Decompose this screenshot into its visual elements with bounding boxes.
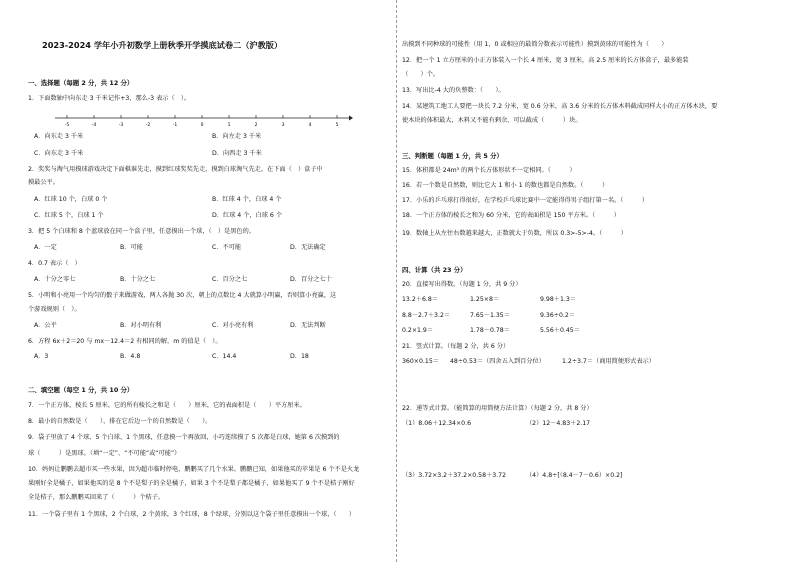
q5-option-d: D．无法判断 — [290, 322, 326, 329]
question-6: 6．方程 6x＋2＝20 与 mx－12.4＝2 有相同的解，m 的值是（ ）。 — [28, 338, 222, 345]
question-9: 9．袋子里放了 4 个球，5 个白球，1 个黑球，任意摸一个再放回，小巧连续摸了 5 次都是白球，她第 6 次摸到的 — [28, 434, 340, 441]
q1-option-b: B．向左走 3 千米 — [212, 133, 262, 140]
q1-option-d: D．向西走 3 千米 — [212, 150, 262, 157]
question-2-cont: 摸最公平。 — [28, 179, 59, 186]
number-line-label: -4 — [91, 123, 97, 128]
q2-option-d: D．红球 4 个，白球 6 个 — [212, 212, 283, 219]
question-19: 19．数轴上从左往右数越来越大，正数就大于负数，所以 0.3>-5>-4。（ ） — [402, 230, 627, 237]
step-calc-item: （3）3.72×3.2＋37.2×0.58＋3.72 — [402, 472, 507, 479]
question-11-cont: 出摸到不同种球的可能性（用 1，0 或相应的最简分数表示可能性）摸到黄球的可能性为（ ） — [402, 41, 668, 48]
q4-option-b: B．十分之七 — [120, 276, 156, 283]
right-column — [402, 0, 778, 562]
q2-option-a: A．红球 10 个，白球 0 个 — [34, 196, 108, 203]
q6-option-b: B．4.8 — [120, 353, 141, 360]
question-18: 18．一个正方体的棱长之和为 60 分米，它的表面积是 150 平方米。（ ） — [402, 212, 620, 219]
q4-option-a: A．十分之零七 — [34, 276, 76, 283]
q6-option-c: C．14.4 — [212, 353, 237, 360]
step-calc-item: （2）12－4.83＋2.17 — [526, 420, 591, 427]
q3-option-b: B．可能 — [120, 244, 143, 251]
vertical-calc-item: 360×0.15＝ — [402, 358, 439, 365]
question-14-cont: 使木块的体积最大，木料又不能有剩余，可以截成（ ）块。 — [402, 117, 582, 124]
question-10-cont1: 果刚好全是橘子，如果他买的是 8 个不是梨子的全是橘子，如果 3 个不是梨子都是橘子，如果他买了 9 个不是桔子刚好 — [28, 480, 355, 487]
vertical-calc-item: 48÷0.53＝（四舍五入到百分位） — [450, 358, 545, 365]
number-line-label: 4 — [308, 123, 312, 128]
number-line-label: 2 — [254, 123, 258, 128]
q1-option-a: A．向东走 3 千米 — [34, 133, 84, 140]
question-8: 8．最小的自然数是（ ），排在它后边一个的自然数是（ ）。 — [28, 418, 212, 425]
calc-item: 1.78－0.78＝ — [470, 327, 510, 334]
section-choice: 一、选择题（每题 2 分，共 12 分） — [28, 79, 134, 87]
number-line-label: -5 — [64, 123, 70, 128]
calc-item: 7.65－1.35＝ — [470, 312, 510, 319]
question-15: 15．体积都是 24m³ 的两个长方体形状不一定相同。（ ） — [402, 167, 576, 174]
q3-option-d: D．无法确定 — [290, 244, 326, 251]
vertical-calc-item: 1.2÷3.7＝（商用简便形式表示） — [562, 358, 655, 365]
question-12: 12．把一个 1 立方厘米的小正方体装入一个长 4 厘米，宽 3 厘米，高 2.5 厘米的长方体盒子，最多能装 — [402, 57, 689, 64]
section-fill: 二、填空题（每空 1 分，共 10 分） — [28, 386, 134, 394]
q5-option-c: C．对小亮有利 — [212, 322, 254, 329]
calc-item: 9.98＋1.3＝ — [540, 296, 576, 303]
question-12-cont: （ ）个。 — [402, 71, 440, 78]
q6-option-a: A．3 — [34, 353, 49, 360]
question-9-cont: 球（ ）是黑球。（填“一定”、“不可能”或“可能”） — [28, 450, 181, 457]
question-16: 16．若一个数是自然数，则比它大 1 和小 1 的数也都是自然数。（ ） — [402, 182, 609, 189]
question-3: 3．把 5 个白球和 8 个蓝球放在同一个盒子里，任意摸出一个球，（ ）是黑色的。 — [28, 228, 255, 235]
question-10-cont2: 全是桔子，那么鹏鹏买回来了（ ）个桔子。 — [28, 494, 165, 501]
question-2: 2．奖奖与淘气用摸球游戏决定下面棋谁先走，摸到红球奖奖先走，摸到白球淘气先走，在下面（ ）盒子中 — [28, 166, 323, 173]
number-line-label: 1 — [227, 123, 231, 128]
question-14: 14．某建筑工地工人要把一块长 7.2 分米，宽 0.6 分米，高 3.6 分米的长方体木料截成同样大小的正方体木块，要 — [402, 103, 718, 110]
question-21: 21．竖式计算。（每题 2 分，共 6 分） — [402, 343, 510, 350]
q3-option-a: A．一定 — [34, 244, 57, 251]
section-calc: 四、计算（共 23 分） — [402, 266, 467, 274]
q4-option-c: C．百分之七 — [212, 276, 248, 283]
calc-item: 9.36÷0.2＝ — [540, 312, 575, 319]
question-10: 10．妈妈让鹏鹏去超市买一些水果，因为超市临时停电，鹏鹏买了几个水果。鹏鹏已知，如果他买的苹果是 6 个不是火龙 — [28, 466, 360, 473]
number-line — [53, 110, 353, 130]
question-17: 17．小乐的乒乓球打得很好，在学校乒乓球比赛中一定能得得男子组打第一名。（ ） — [402, 197, 649, 204]
q5-option-a: A．公平 — [34, 322, 57, 329]
section-judge: 三、判断题（每题 1 分，共 5 分） — [402, 152, 503, 160]
calc-item: 5.56＋0.45＝ — [540, 327, 580, 334]
q1-option-c: C．向东走 3 千米 — [34, 150, 84, 157]
step-calc-item: （1）8.06＋12.34×0.6 — [402, 420, 472, 427]
calc-item: 8.8－2.7＋3.2＝ — [402, 312, 451, 319]
question-20: 20．直接写出得数。（每题 1 分，共 9 分） — [402, 281, 522, 288]
q5-option-b: B．对小明有利 — [120, 322, 162, 329]
question-4: 4．0.7 表示（ ） — [28, 260, 81, 267]
page-title: 2023-2024 学年小升初数学上册秋季开学摸底试卷二（沪教版） — [42, 40, 283, 50]
number-line-label: -3 — [118, 123, 124, 128]
q2-option-b: B．红球 4 个，白球 4 个 — [212, 196, 282, 203]
question-11: 11．一个袋子里有 1 个黑球，2 个白球，2 个黄球，3 个红球，8 个绿球，分别以这个袋子里任意摸出一个球，（ ） — [28, 511, 356, 518]
calc-item: 0.2×1.9＝ — [402, 327, 434, 334]
question-22: 22．递等式计算。（能简算的用简便方法计算）（每题 2 分，共 8 分） — [402, 405, 593, 412]
calc-item: 13.2＋6.8＝ — [402, 296, 438, 303]
number-line-label: -2 — [145, 123, 151, 128]
number-line-label: 0 — [200, 123, 204, 128]
number-line-label: 3 — [281, 123, 285, 128]
left-column — [28, 0, 390, 562]
q4-option-d: D．百分之七十 — [290, 276, 332, 283]
question-7: 7．一个正方体，棱长 5 厘米，它的所有棱长之和是（ ）厘米，它的表面积是（ ）平方厘米。 — [28, 402, 306, 409]
question-5: 5．小明和小亮用一个均匀的骰子来做游戏，两人各抛 30 次，朝上的点数比 4 大就算小明赢，否则算小亮赢，这 — [28, 292, 337, 299]
q6-option-d: D．18 — [290, 353, 309, 360]
q3-option-c: C．不可能 — [212, 244, 242, 251]
step-calc-item: （4）4.8÷[（8.4－7－0.6）×0.2] — [526, 472, 623, 479]
number-line-label: -1 — [172, 123, 178, 128]
question-5-cont: 个游戏规则（ ）。 — [28, 306, 81, 313]
question-13: 13．写出比-4 大的负整数：（ ）。 — [402, 87, 505, 94]
question-1: 1．下面数轴中向东走 3 千米记作+3，那么-3 表示（ ）。 — [28, 95, 191, 102]
q2-option-c: C．红球 5 个，白球 1 个 — [34, 212, 104, 219]
column-divider — [396, 0, 397, 562]
number-line-label: 5 — [335, 123, 339, 128]
calc-item: 1.25×8＝ — [470, 296, 500, 303]
